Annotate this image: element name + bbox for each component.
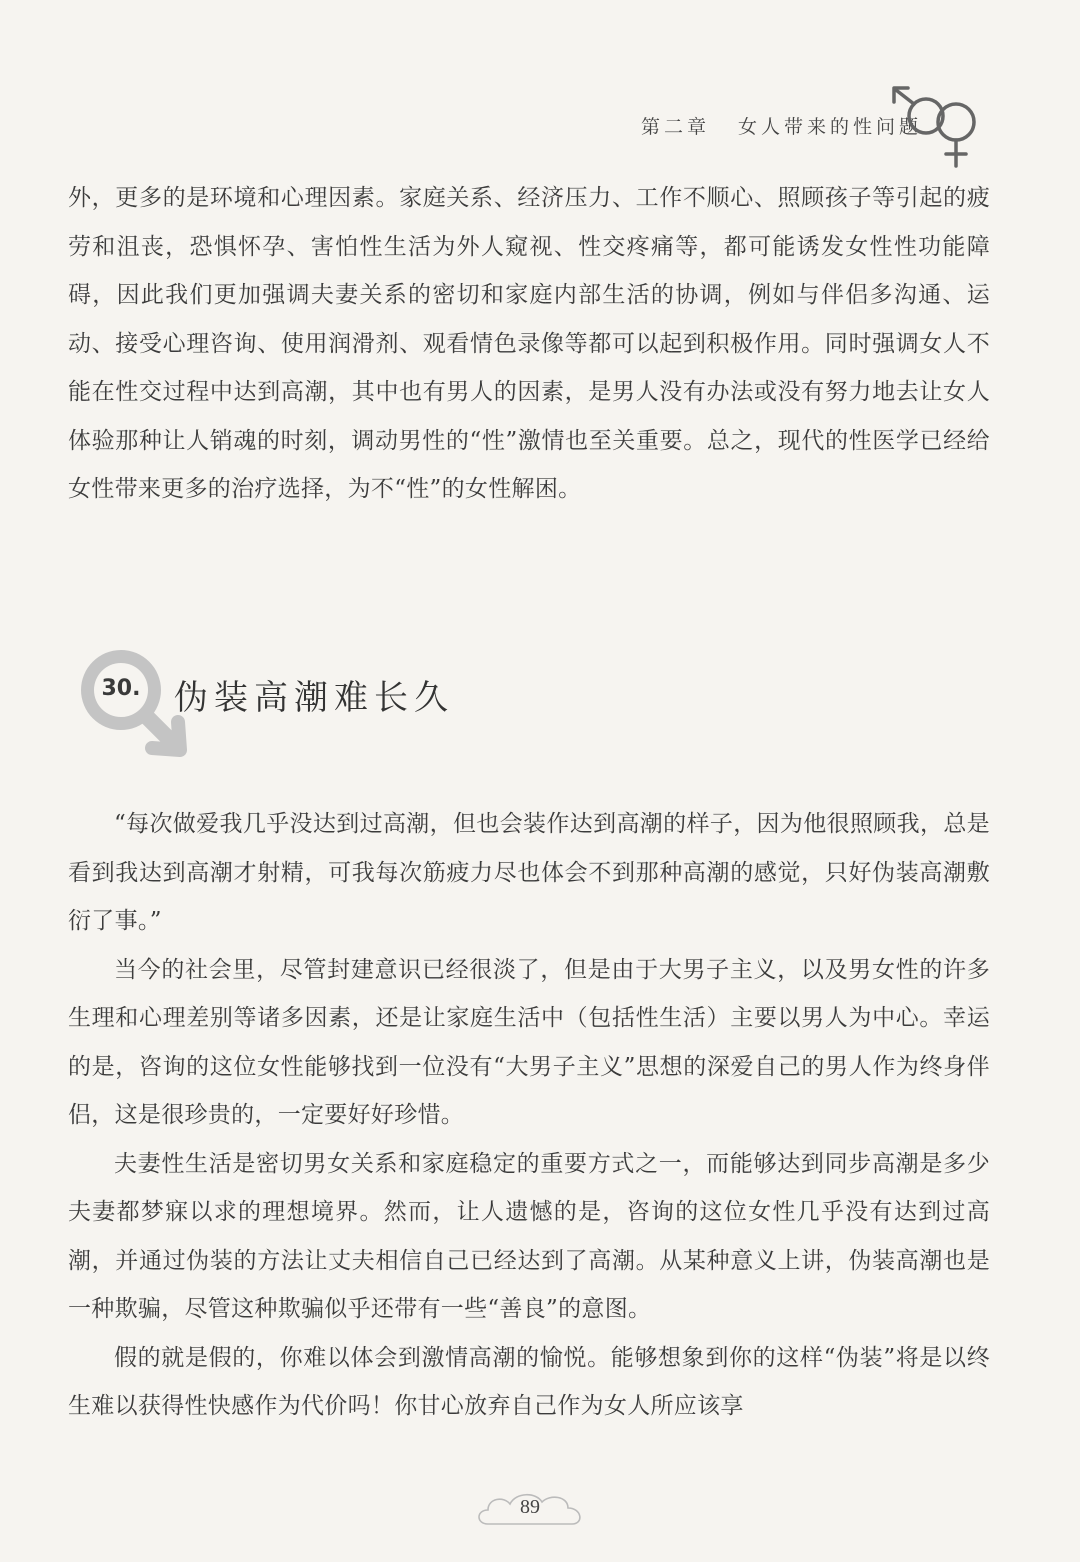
page-number-badge: [470, 1488, 590, 1534]
intro-paragraph: 外，更多的是环境和心理因素。家庭关系、经济压力、工作不顺心、照顾孩子等引起的疲劳和沮丧，恐惧怀孕、害怕性生活为外人窥视、性交疼痛等，都可能诱发女性性功能障碍，因此我们更加强调夫妻关系的密切和家庭内部生活的协调，例如与伴侣多沟通、运动、接受心理咨询、使用润滑剂、观看情色录像等都可以起到积极作用。同时强调女人不能在性交过程中达到高潮，其中也有男人的因素，是男人没有办法或没有努力地去让女人体验那种让人销魂的时刻，调动男性的“性”激情也至关重要。总之，现代的性医学已经给女性带来更多的治疗选择，为不“性”的女性解困。: [68, 185, 990, 502]
body-paragraph-2: 当今的社会里，尽管封建意识已经很淡了，但是由于大男子主义，以及男女性的许多生理和心理差别等诸多因素，还是让家庭生活中（包括性生活）主要以男人为中心。幸运的是，咨询的这位女性能够找到一位没有“大男子主义”思想的深爱自己的男人作为终身伴侣，这是很珍贵的，一定要好好珍惜。: [68, 956, 990, 1128]
section-title: 伪装高潮难长久: [174, 678, 454, 718]
page-number: 89: [520, 1496, 540, 1518]
intro-text: [68, 174, 990, 514]
male-female-symbol-icon: [884, 86, 994, 170]
section-number: 30.: [101, 676, 141, 701]
chapter-title: 女人带来的性问题: [737, 116, 922, 138]
running-header: [641, 112, 922, 139]
section-heading: [66, 632, 566, 772]
body-paragraph-1: “每次做爱我几乎没达到过高潮，但也会装作达到高潮的样子，因为他很照顾我，总是看到我达到高潮才射精，可我每次筋疲力尽也体会不到那种高潮的感觉，只好伪装高潮敷衍了事。”: [68, 811, 990, 934]
body-paragraph-4: 假的就是假的，你难以体会到激情高潮的愉悦。能够想象到你的这样“伪装”将是以终生难以获得性快感作为代价吗！你甘心放弃自己作为女人所应该享: [68, 1344, 990, 1419]
body-paragraph-3: 夫妻性生活是密切男女关系和家庭稳定的重要方式之一，而能够达到同步高潮是多少夫妻都梦寐以求的理想境界。然而，让人遗憾的是，咨询的这位女性几乎没有达到过高潮，并通过伪装的方法让丈夫相信自己已经达到了高潮。从某种意义上讲，伪装高潮也是一种欺骗，尽管这种欺骗似乎还带有一些“善良”的意图。: [68, 1150, 990, 1322]
chapter-label: 第二章: [640, 116, 710, 138]
body-text: [68, 800, 990, 1431]
